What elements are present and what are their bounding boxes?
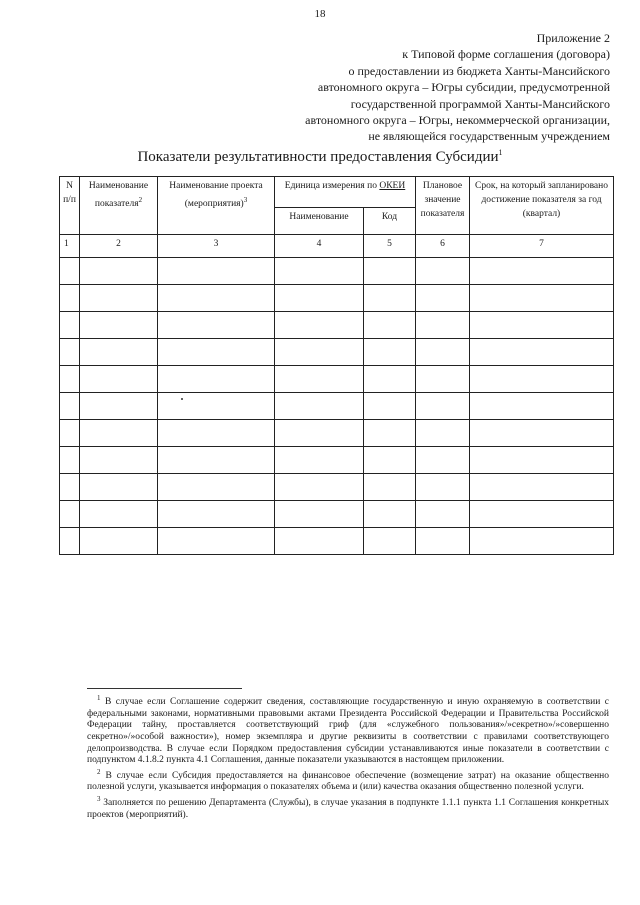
- footnote-mark: 2: [97, 767, 101, 776]
- document-title: [0, 148, 640, 166]
- table-row: [60, 312, 614, 339]
- column-number: 7: [470, 235, 614, 258]
- header-planned-value: Плановое значение показателя: [416, 177, 470, 235]
- footnote-divider: [87, 688, 242, 689]
- column-number: 1: [60, 235, 80, 258]
- column-numbers-row: [60, 235, 614, 258]
- footnote: [87, 767, 609, 794]
- column-number: 3: [158, 235, 275, 258]
- title-text: Показатели результативности предоставления Субсидии: [137, 149, 499, 165]
- header-indicator-name-text: Наименование показателя: [88, 181, 149, 210]
- table-row: [60, 474, 614, 501]
- appendix-line: о предоставлении из бюджета Ханты-Мансийского: [348, 63, 610, 78]
- header-unit-code: Код: [364, 208, 416, 235]
- appendix-line: автономного округа – Югры субсидии, предусмотренной: [317, 80, 610, 95]
- table-row: [60, 366, 614, 393]
- appendix-line: к Типовой форме соглашения (договора): [402, 47, 610, 62]
- header-indicator-name: [80, 177, 158, 235]
- footnote-text: В случае если Соглашение содержит сведения, составляющие государственную и иную охраняемую в соответствии с федеральными законами, нормативными правовыми актами Президента Российской Федерации и Правительства Российской Федерации тайну, проставляется соответствующий гриф (для «служебного пользования»/»секретно»/»совершенно секретно»/»особой важности»), номер экземпляра и другие реквизиты в соответствии с правилами соответствующего делопроизводства. В случае если Порядком предоставления субсидии устанавливаются иные показатели в соответствии с подпунктом 4.1.8.2 пункта 4.1 Соглашения, данные показатели указываются в настоящем приложении.: [87, 697, 609, 766]
- footnote-mark: 3: [97, 795, 101, 804]
- footnote: [87, 794, 609, 821]
- table-row: [60, 339, 614, 366]
- header-project-name: [158, 177, 275, 235]
- header-project-name-text: Наименование проекта (мероприятия): [169, 181, 263, 210]
- header-unit-text: Единица измерения по: [284, 181, 377, 191]
- appendix-line: государственной программой Ханты-Мансийского: [350, 96, 610, 111]
- appendix-line: автономного округа – Югры, некоммерческой организации,: [305, 113, 610, 128]
- table-row: [60, 528, 614, 555]
- footnote-text: Заполняется по решению Департамента (Службы), в случае указания в подпункте 1.1.1 пункта 1.1 Соглашения конкретных проектов (мероприятий).: [87, 798, 610, 820]
- table-row: [60, 420, 614, 447]
- table-row: [60, 501, 614, 528]
- title-footnote-mark: 1: [498, 148, 503, 157]
- column-number: 2: [80, 235, 158, 258]
- table-row: [60, 258, 614, 285]
- footnote-mark: 1: [97, 694, 101, 702]
- header-unit: [275, 177, 416, 208]
- table-row: [60, 447, 614, 474]
- appendix-header: [230, 30, 610, 145]
- table-row: [60, 285, 614, 312]
- header-unit-name: Наименование: [275, 208, 364, 235]
- header-unit-okei: ОКЕИ: [379, 181, 406, 191]
- header-num: N п/п: [60, 177, 80, 235]
- header-deadline: Срок, на который запланировано достижение показателя за год (квартал): [470, 177, 614, 235]
- footnotes: [87, 693, 609, 821]
- header-project-name-mark: 3: [243, 196, 248, 204]
- column-number: 4: [275, 235, 364, 258]
- header-indicator-name-mark: 2: [138, 196, 143, 204]
- appendix-line: Приложение 2: [536, 31, 610, 45]
- appendix-line: не являющейся государственным учреждением: [368, 129, 610, 144]
- page-number: 18: [314, 8, 326, 20]
- column-number: 6: [416, 235, 470, 258]
- stray-mark: [181, 398, 183, 400]
- footnote: [87, 693, 609, 767]
- indicators-table: [59, 176, 614, 555]
- table-row: [60, 393, 614, 420]
- footnote-text: В случае если Субсидия предоставляется на финансовое обеспечение (возмещение затрат) на оказание общественно полезной услуги, указывается информация о показателях объема и (или) качества оказания общественно полезной услуги.: [87, 770, 609, 793]
- column-number: 5: [364, 235, 416, 258]
